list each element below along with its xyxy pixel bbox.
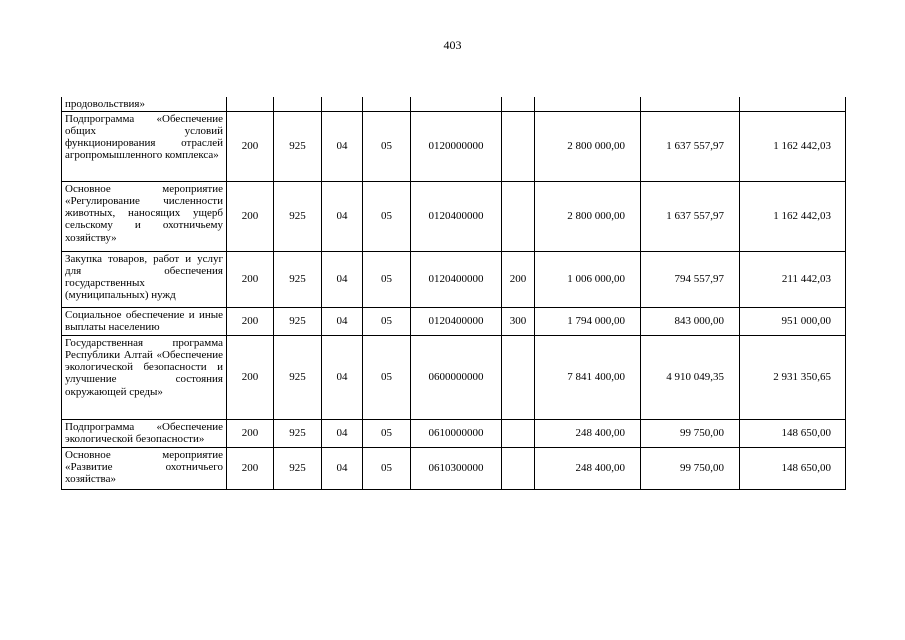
target-article-cell: 0610300000	[411, 447, 502, 489]
target-article-cell: 0120400000	[411, 181, 502, 251]
ministry-code-cell: 925	[274, 447, 322, 489]
budget-plan-cell: 1 794 000,00	[535, 307, 641, 335]
expense-type-cell	[502, 97, 535, 111]
section-code-cell: 04	[322, 335, 363, 419]
budget-plan-cell: 2 800 000,00	[535, 181, 641, 251]
table-row	[62, 307, 846, 335]
section-code-cell: 04	[322, 111, 363, 181]
table-row	[62, 97, 846, 111]
admin-code-cell: 200	[227, 181, 274, 251]
section-code-cell: 04	[322, 419, 363, 447]
section-code-cell: 04	[322, 307, 363, 335]
ministry-code-cell: 925	[274, 419, 322, 447]
admin-code-cell: 200	[227, 111, 274, 181]
budget-plan-cell	[535, 97, 641, 111]
target-article-cell	[411, 97, 502, 111]
row-name-cell: продовольствия»	[62, 97, 227, 111]
target-article-cell: 0600000000	[411, 335, 502, 419]
target-article-cell: 0120400000	[411, 307, 502, 335]
expense-type-cell	[502, 419, 535, 447]
executed-amount-cell: 99 750,00	[641, 447, 740, 489]
executed-amount-cell: 843 000,00	[641, 307, 740, 335]
page-number: 403	[443, 38, 462, 52]
subsection-code-cell: 05	[363, 181, 411, 251]
executed-amount-cell: 4 910 049,35	[641, 335, 740, 419]
admin-code-cell	[227, 97, 274, 111]
section-code-cell: 04	[322, 251, 363, 307]
target-article-cell: 0120000000	[411, 111, 502, 181]
budget-table	[61, 97, 846, 490]
budget-plan-cell: 1 006 000,00	[535, 251, 641, 307]
section-code-cell: 04	[322, 447, 363, 489]
executed-amount-cell: 1 637 557,97	[641, 181, 740, 251]
subsection-code-cell: 05	[363, 251, 411, 307]
target-article-cell: 0120400000	[411, 251, 502, 307]
row-name-cell: Подпрограмма «Обеспечение экологической безопасности»	[62, 419, 227, 447]
executed-amount-cell: 794 557,97	[641, 251, 740, 307]
ministry-code-cell: 925	[274, 307, 322, 335]
expense-type-cell	[502, 181, 535, 251]
table-row	[62, 181, 846, 251]
admin-code-cell: 200	[227, 307, 274, 335]
subsection-code-cell: 05	[363, 335, 411, 419]
section-code-cell: 04	[322, 181, 363, 251]
row-name-cell: Государственная программа Республики Алтай «Обеспечение экологической безопасности и улучшение состояния окружающей среды»	[62, 335, 227, 419]
section-code-cell	[322, 97, 363, 111]
admin-code-cell: 200	[227, 419, 274, 447]
remaining-amount-cell: 211 442,03	[740, 251, 846, 307]
executed-amount-cell	[641, 97, 740, 111]
admin-code-cell: 200	[227, 447, 274, 489]
ministry-code-cell	[274, 97, 322, 111]
budget-plan-cell: 7 841 400,00	[535, 335, 641, 419]
remaining-amount-cell: 1 162 442,03	[740, 181, 846, 251]
expense-type-cell: 300	[502, 307, 535, 335]
ministry-code-cell: 925	[274, 251, 322, 307]
admin-code-cell: 200	[227, 335, 274, 419]
executed-amount-cell: 1 637 557,97	[641, 111, 740, 181]
ministry-code-cell: 925	[274, 335, 322, 419]
row-name-cell: Основное мероприятие «Регулирование численности животных, наносящих ущерб сельскому и охотничьему хозяйству»	[62, 181, 227, 251]
admin-code-cell: 200	[227, 251, 274, 307]
remaining-amount-cell: 1 162 442,03	[740, 111, 846, 181]
table-row	[62, 447, 846, 489]
budget-plan-cell: 2 800 000,00	[535, 111, 641, 181]
subsection-code-cell	[363, 97, 411, 111]
ministry-code-cell: 925	[274, 111, 322, 181]
executed-amount-cell: 99 750,00	[641, 419, 740, 447]
subsection-code-cell: 05	[363, 447, 411, 489]
remaining-amount-cell: 951 000,00	[740, 307, 846, 335]
ministry-code-cell: 925	[274, 181, 322, 251]
remaining-amount-cell: 2 931 350,65	[740, 335, 846, 419]
table-row	[62, 251, 846, 307]
subsection-code-cell: 05	[363, 111, 411, 181]
table-body	[62, 97, 846, 489]
budget-plan-cell: 248 400,00	[535, 447, 641, 489]
remaining-amount-cell: 148 650,00	[740, 419, 846, 447]
table-row	[62, 335, 846, 419]
remaining-amount-cell: 148 650,00	[740, 447, 846, 489]
expense-type-cell	[502, 111, 535, 181]
expense-type-cell: 200	[502, 251, 535, 307]
table-row	[62, 111, 846, 181]
row-name-cell: Социальное обеспечение и иные выплаты населению	[62, 307, 227, 335]
expense-type-cell	[502, 335, 535, 419]
remaining-amount-cell	[740, 97, 846, 111]
table-row	[62, 419, 846, 447]
budget-plan-cell: 248 400,00	[535, 419, 641, 447]
row-name-cell: Подпрограмма «Обеспечение общих условий функционирования отраслей агропромышленного комплекса»	[62, 111, 227, 181]
row-name-cell: Закупка товаров, работ и услуг для обеспечения государственных (муниципальных) нужд	[62, 251, 227, 307]
row-name-cell: Основное мероприятие «Развитие охотничьего хозяйства»	[62, 447, 227, 489]
expense-type-cell	[502, 447, 535, 489]
subsection-code-cell: 05	[363, 419, 411, 447]
target-article-cell: 0610000000	[411, 419, 502, 447]
subsection-code-cell: 05	[363, 307, 411, 335]
